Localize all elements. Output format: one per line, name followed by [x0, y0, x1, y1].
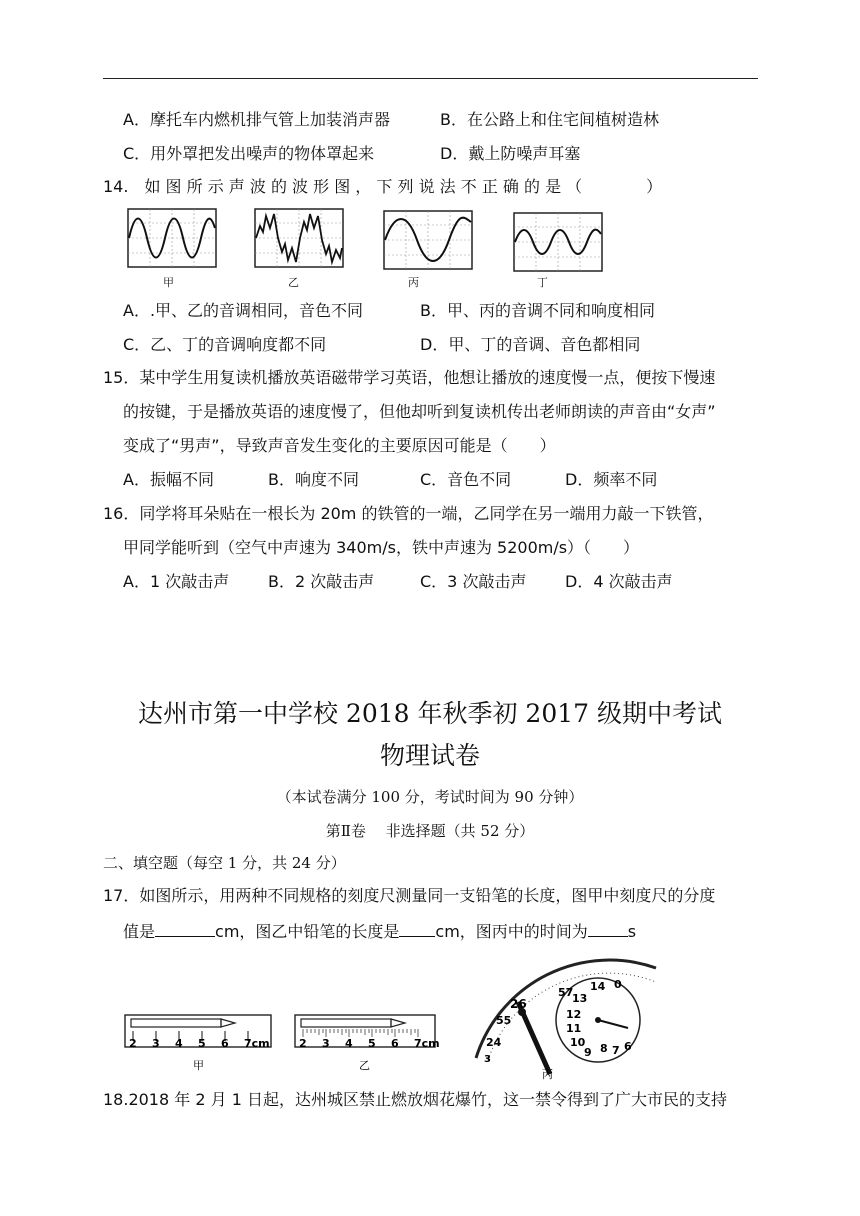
q18-line-1: 18.2018 年 2 月 1 日起，达州城区禁止燃放烟花爆竹，这一禁令得到了广大市民的支持 — [103, 1090, 727, 1109]
waveform-jia — [127, 208, 219, 270]
stopwatch-caption-bing: 丙 — [542, 1068, 553, 1081]
q14-option-a: A．.甲、乙的音调相同，音色不同 — [123, 301, 364, 320]
ruler-yi-tick: 2 — [299, 1037, 307, 1050]
dial-label-inner: 13 — [572, 992, 588, 1005]
top-rule — [103, 78, 758, 79]
waveform-caption-jia: 甲 — [163, 276, 174, 289]
ruler-yi-tick: 7cm — [414, 1037, 440, 1050]
answer-blank-3[interactable] — [588, 920, 628, 937]
dial-label-outer: 57 — [558, 986, 574, 999]
exam-subject: 物理试卷 — [379, 741, 480, 770]
waveform-caption-bing: 丙 — [408, 276, 419, 289]
dial-label-inner: 12 — [566, 1008, 582, 1021]
q16-option-b: B．2 次敲击声 — [268, 572, 375, 591]
q17-text-1: 值是 — [123, 922, 156, 941]
dial-label-inner: 10 — [570, 1036, 586, 1049]
q14-option-c: C．乙、丁的音调响度都不同 — [123, 335, 327, 354]
ruler-jia-tick: 3 — [152, 1037, 160, 1050]
q16-line-1: 16．同学将耳朵贴在一根长为 20m 的铁管的一端，乙同学在另一端用力敲一下铁管， — [103, 504, 714, 523]
ruler-caption-jia: 甲 — [193, 1059, 204, 1072]
q13-option-a: A．摩托车内燃机排气管上加装消声器 — [123, 110, 390, 129]
dial-label-inner: 11 — [566, 1022, 582, 1035]
dial-label-outer: 55 — [496, 1014, 512, 1027]
exam-title: 达州市第一中学校 2018 年秋季初 2017 级期中考试 — [137, 699, 723, 728]
q13-option-d: D．戴上防噪声耳塞 — [440, 144, 581, 163]
dial-label-outer: 26 — [510, 997, 527, 1011]
exam-part: 第Ⅱ卷 非选择题（共 52 分） — [325, 822, 535, 840]
ruler-jia-tick: 7cm — [244, 1037, 270, 1050]
q15-line-3: 变成了“男声”，导致声音发生变化的主要原因可能是（ ） — [123, 436, 556, 455]
waveform-yi — [254, 208, 346, 270]
q13-option-c: C．用外罩把发出噪声的物体罩起来 — [123, 144, 375, 163]
dial-label-inner: 6 — [624, 1040, 632, 1053]
q15-option-c: C．音色不同 — [420, 470, 512, 489]
q15-option-a: A．振幅不同 — [123, 470, 214, 489]
ruler-yi-tick: 6 — [391, 1037, 399, 1050]
dial-label-outer: 24 — [486, 1036, 502, 1049]
dial-label-inner: 9 — [584, 1046, 592, 1059]
q14-option-b: B．甲、丙的音调不同和响度相同 — [420, 301, 655, 320]
dial-label-inner: 0 — [614, 978, 622, 991]
q14-stem: 14. 如 图 所 示 声 波 的 波 形 图 ， 下 列 说 法 不 正 确 的 是 （ ） — [103, 177, 663, 196]
q15-line-2: 的按键，于是播放英语的速度慢了，但他却听到复读机传出老师朗读的声音由“女声” — [123, 402, 716, 421]
q17-text-3: cm，图丙中的时间为 — [435, 922, 588, 941]
ruler-caption-yi: 乙 — [359, 1059, 370, 1072]
q15-option-d: D．频率不同 — [565, 470, 658, 489]
ruler-figure — [123, 1013, 453, 1085]
ruler-jia-tick: 5 — [198, 1037, 206, 1050]
q16-line-2: 甲同学能听到（空气中声速为 340m/s，铁中声速为 5200m/s）（ ） — [123, 538, 640, 557]
q16-option-c: C．3 次敲击声 — [420, 572, 527, 591]
q16-option-d: D．4 次敲击声 — [565, 572, 673, 591]
dial-label-inner: 7 — [612, 1044, 620, 1057]
exam-note: （本试卷满分 100 分，考试时间为 90 分钟） — [276, 788, 584, 806]
waveform-caption-yi: 乙 — [288, 276, 299, 289]
waveform-caption-ding: 丁 — [537, 276, 548, 289]
q17-text-4: s — [627, 922, 637, 941]
ruler-jia-tick: 2 — [129, 1037, 137, 1050]
ruler-yi-tick: 3 — [322, 1037, 330, 1050]
answer-blank-1[interactable] — [155, 920, 215, 937]
waveform-ding — [513, 212, 605, 274]
stopwatch-figure — [466, 948, 662, 1084]
q15-line-1: 15．某中学生用复读机播放英语磁带学习英语，他想让播放的速度慢一点，便按下慢速 — [103, 368, 716, 387]
waveform-bing — [383, 210, 475, 272]
q14-option-d: D．甲、丁的音调、音色都相同 — [420, 335, 641, 354]
ruler-jia-tick: 4 — [175, 1037, 183, 1050]
q17-line-2 — [123, 920, 636, 942]
q17-text-2: cm，图乙中铅笔的长度是 — [215, 922, 400, 941]
section-title: 二、填空题（每空 1 分，共 24 分） — [103, 854, 346, 872]
dial-label-inner: 14 — [590, 980, 606, 993]
ruler-jia-tick: 6 — [221, 1037, 229, 1050]
answer-blank-2[interactable] — [399, 920, 435, 937]
q17-line-1: 17．如图所示，用两种不同规格的刻度尺测量同一支铅笔的长度，图甲中刻度尺的分度 — [103, 886, 716, 905]
ruler-yi-tick: 5 — [368, 1037, 376, 1050]
ruler-yi-tick: 4 — [345, 1037, 353, 1050]
dial-label-outer: 3 — [484, 1054, 491, 1065]
q16-option-a: A．1 次敲击声 — [123, 572, 230, 591]
dial-label-inner: 8 — [600, 1042, 608, 1055]
q13-option-b: B．在公路上和住宅间植树造林 — [440, 110, 659, 129]
q15-option-b: B．响度不同 — [268, 470, 359, 489]
